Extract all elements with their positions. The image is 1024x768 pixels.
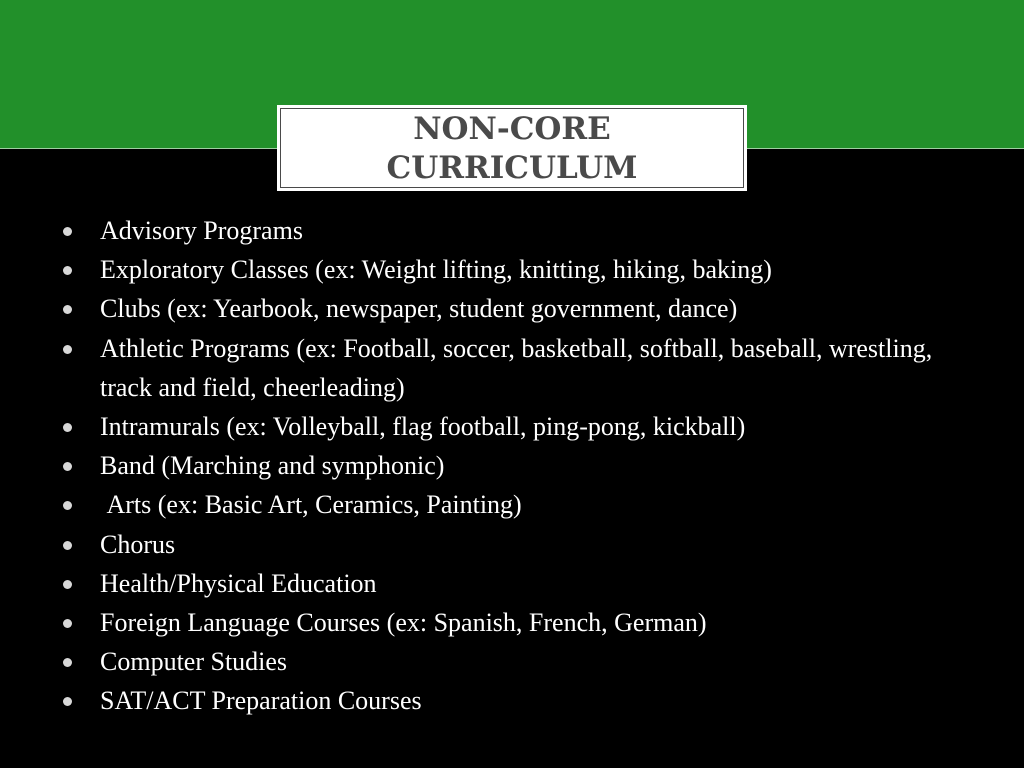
- list-item-text: Athletic Programs (ex: Football, soccer, basketball, softball, baseball, wrestling, track and field, cheerleading): [100, 333, 939, 402]
- list-item-text: Arts (ex: Basic Art, Ceramics, Painting): [100, 490, 522, 520]
- title-box: [277, 105, 747, 191]
- bullet-list: [60, 211, 990, 721]
- list-item-text: Foreign Language Courses (ex: Spanish, French, German): [100, 608, 707, 638]
- list-item: [60, 485, 990, 524]
- bullet-dot-icon: [63, 658, 72, 667]
- list-item-text: SAT/ACT Preparation Courses: [100, 686, 422, 716]
- list-item: [60, 329, 990, 407]
- list-item-text: Computer Studies: [100, 647, 288, 677]
- list-item-text: Clubs (ex: Yearbook, newspaper, student government, dance): [100, 294, 738, 324]
- bullet-dot-icon: [63, 580, 72, 589]
- bullet-dot-icon: [63, 619, 72, 628]
- list-item: [60, 681, 990, 720]
- list-item: [60, 564, 990, 603]
- bullet-dot-icon: [63, 227, 72, 236]
- bullet-dot-icon: [63, 541, 72, 550]
- list-item: [60, 250, 990, 289]
- list-item-text: Health/Physical Education: [100, 568, 377, 598]
- slide-title: NON-CORE CURRICULUM: [386, 111, 638, 186]
- list-item: [60, 525, 990, 564]
- list-item: [60, 603, 990, 642]
- bullet-dot-icon: [63, 345, 72, 354]
- list-item: [60, 642, 990, 681]
- bullet-dot-icon: [63, 423, 72, 432]
- list-item-text: Exploratory Classes (ex: Weight lifting, knitting, hiking, baking): [100, 255, 772, 285]
- list-item-text: Band (Marching and symphonic): [100, 451, 445, 481]
- bullet-dot-icon: [63, 501, 72, 510]
- list-item: [60, 289, 990, 328]
- bullet-dot-icon: [63, 462, 72, 471]
- bullet-dot-icon: [63, 697, 72, 706]
- list-item-text: Advisory Programs: [100, 216, 303, 245]
- list-item-text: Chorus: [100, 529, 176, 559]
- bullet-dot-icon: [63, 305, 72, 314]
- list-item-text: Intramurals (ex: Volleyball, flag football, ping-pong, kickball): [100, 412, 746, 442]
- list-item: [60, 407, 990, 446]
- list-item: [60, 446, 990, 485]
- bullet-dot-icon: [63, 266, 72, 275]
- list-item: [60, 211, 990, 250]
